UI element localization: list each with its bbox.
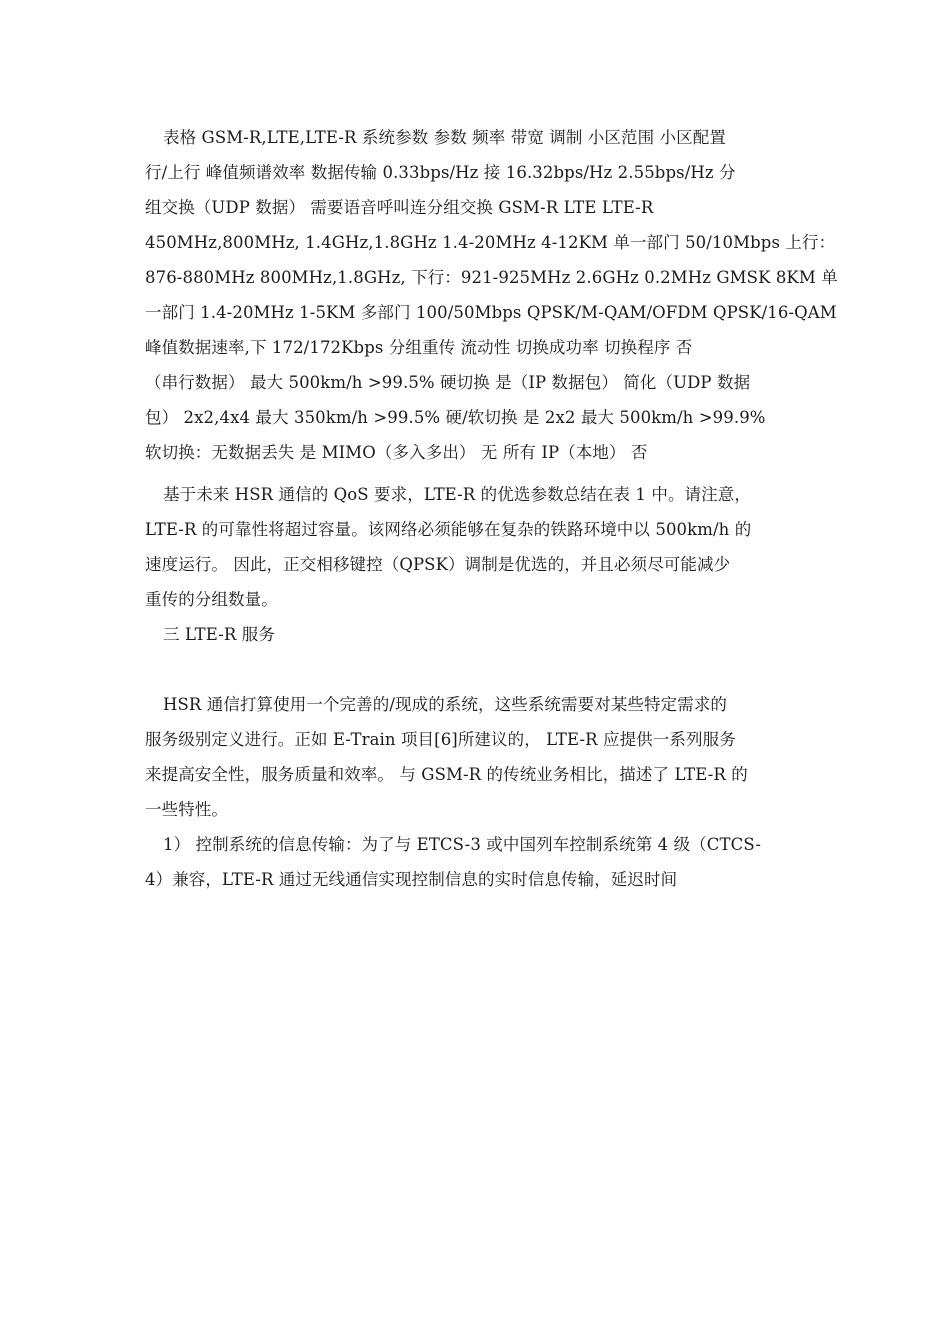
paragraph-line: 速度运行。 因此，正交相移键控（QPSK）调制是优选的，并且必须尽可能减少: [145, 555, 731, 574]
paragraph-line: 重传的分组数量。: [145, 590, 278, 609]
table-text-line: 行/上行 峰值频谱效率 数据传输 0.33bps/Hz 接 16.32bps/Hz 2.55bps/Hz 分: [145, 163, 736, 182]
paragraph-line: LTE-R 的可靠性将超过容量。该网络必须能够在复杂的铁路环境中以 500km/h 的: [145, 520, 752, 539]
list-item-line: 1） 控制系统的信息传输：为了与 ETCS-3 或中国列车控制系统第 4 级（CTCS-: [163, 835, 762, 854]
table-text-line: 876-880MHz 800MHz,1.8GHz, 下行：921-925MHz 2.6GHz 0.2MHz GMSK 8KM 单: [145, 268, 838, 287]
paragraph-line: 基于未来 HSR 通信的 QoS 要求，LTE-R 的优选参数总结在表 1 中。请注意，: [163, 485, 751, 504]
table-text-line: 软切换：无数据丢失 是 MIMO（多入多出） 无 所有 IP（本地） 否: [145, 443, 648, 462]
section-heading: 三 LTE-R 服务: [163, 625, 275, 644]
table-text-line: 450MHz,800MHz, 1.4GHz,1.8GHz 1.4-20MHz 4-12KM 单一部门 50/10Mbps 上行：: [145, 233, 836, 252]
paragraph-line: HSR 通信打算使用一个完善的/现成的系统，这些系统需要对某些特定需求的: [163, 695, 728, 714]
table-caption-line: 表格 GSM-R,LTE,LTE-R 系统参数 参数 频率 带宽 调制 小区范围 小区配置: [163, 128, 726, 147]
list-item-line: 4）兼容，LTE-R 通过无线通信实现控制信息的实时信息传输，延迟时间: [145, 870, 678, 889]
table-text-line: 包） 2x2,4x4 最大 350km/h >99.5% 硬/软切换 是 2x2 最大 500km/h >99.9%: [145, 408, 766, 427]
paragraph-line: 来提高安全性，服务质量和效率。 与 GSM-R 的传统业务相比，描述了 LTE-R 的: [145, 765, 748, 784]
paragraph-line: 服务级别定义进行。正如 E-Train 项目[6]所建议的， LTE-R 应提供一系列服务: [145, 730, 736, 749]
table-text-line: 一部门 1.4-20MHz 1-5KM 多部门 100/50Mbps QPSK/M-QAM/OFDM QPSK/16-QAM: [145, 303, 837, 322]
table-text-line: 峰值数据速率,下 172/172Kbps 分组重传 流动性 切换成功率 切换程序 否: [145, 338, 693, 357]
table-text-line: 组交换（UDP 数据） 需要语音呼叫连分组交换 GSM-R LTE LTE-R: [145, 198, 654, 217]
paragraph-line: 一些特性。: [145, 800, 228, 819]
table-text-line: （串行数据） 最大 500km/h >99.5% 硬切换 是（IP 数据包） 简化（UDP 数据: [145, 373, 751, 392]
